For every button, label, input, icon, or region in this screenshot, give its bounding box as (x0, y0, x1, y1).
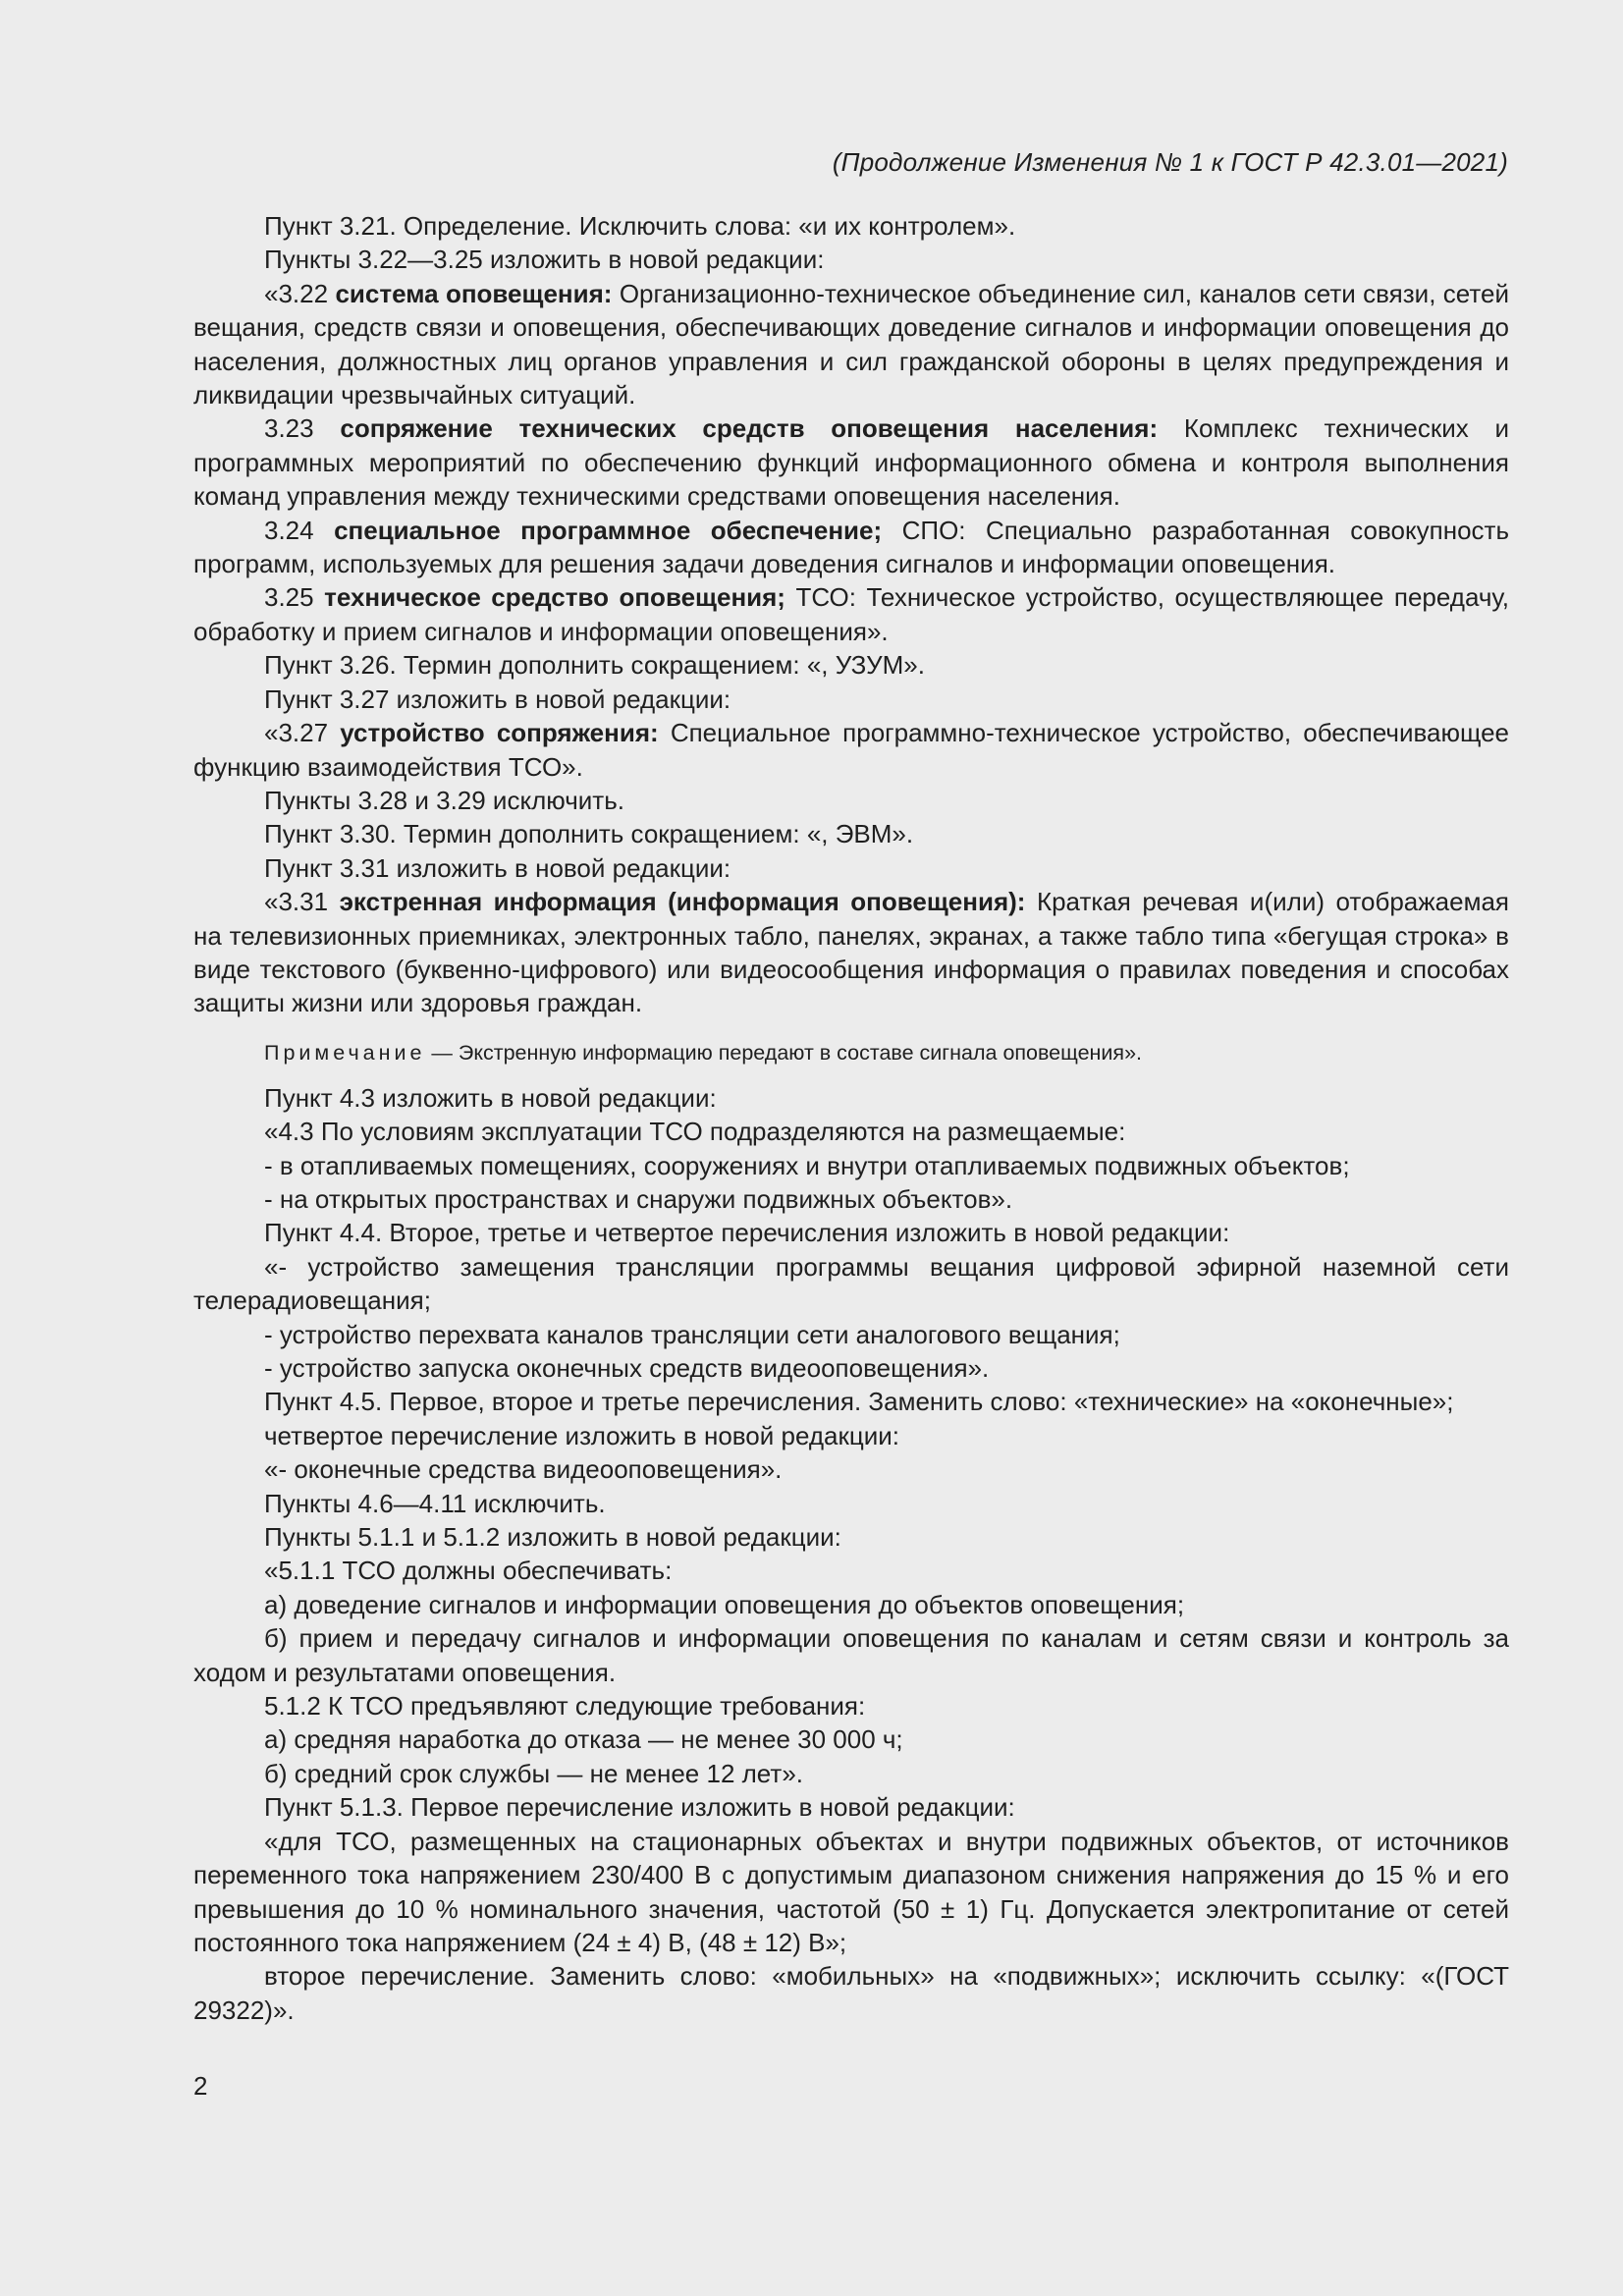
definition-3-27 (193, 716, 1509, 784)
term-number: 3.23 (264, 413, 341, 444)
term-number: 3.25 (264, 582, 325, 613)
definition-3-25 (193, 580, 1509, 648)
document-body (193, 209, 1509, 2027)
term: экстренная информация (информация оповещения): (339, 887, 1026, 917)
definition-text: Организационно-техническое объединение сил, каналов сети связи, сетей вещания, средств связи и оповещения, обеспечивающих доведение сигналов и информации оповещения до населения, должностных лиц органов управления и сил гражданской обороны в целях предупреждения и ликвидации чрезвычайных ситуаций. (193, 278, 1509, 410)
definition-3-31 (193, 885, 1509, 1020)
paragraph: четвертое перечисление изложить в новой редакции: (264, 1420, 900, 1450)
list-item: «- устройство замещения трансляции программы вещания цифровой эфирной наземной сети телерадиовещания; (193, 1251, 1509, 1316)
paragraph: Пункты 4.6—4.11 исключить. (264, 1488, 606, 1518)
paragraph: «5.1.1 ТСО должны обеспечивать: (264, 1556, 673, 1586)
paragraph: Пункт 3.30. Термин дополнить сокращением: «, ЭВМ». (264, 819, 914, 849)
term-number: «3.22 (264, 278, 336, 308)
paragraph: Пункт 4.3 изложить в новой редакции: (264, 1082, 717, 1113)
term-number: «3.31 (264, 887, 340, 917)
definition-text: Комплекс технических и программных мероприятий по обеспечению функций информационного обмена и контроля выполнения команд управления между техническими средствами оповещения населения. (193, 413, 1510, 512)
definition-3-23 (193, 411, 1509, 513)
paragraph: Пункты 3.28 и 3.29 исключить. (264, 785, 624, 815)
paragraph: Пункт 3.31 изложить в новой редакции: (264, 852, 731, 883)
paragraph: Пункт 5.1.3. Первое перечисление изложить в новой редакции: (264, 1792, 1015, 1823)
running-header: (Продолжение Изменения № 1 к ГОСТ Р 42.3.01—2021) (832, 147, 1508, 177)
term-number: 3.24 (264, 515, 335, 545)
paragraph: Пункт 3.26. Термин дополнить сокращением: «, УЗУМ». (264, 650, 925, 681)
list-item: «- оконечные средства видеооповещения». (264, 1454, 783, 1485)
list-item: - устройство запуска оконечных средств видеооповещения». (264, 1353, 990, 1383)
list-item: - устройство перехвата каналов трансляции сети аналогового вещания; (264, 1319, 1120, 1349)
list-item: - на открытых пространствах и снаружи подвижных объектов». (264, 1183, 1013, 1214)
definition-text: Специальное программно-техническое устройство, обеспечивающее функцию взаимодействия ТСО». (193, 718, 1510, 782)
term: специальное программное обеспечение; (334, 515, 883, 545)
term-number: «3.27 (264, 718, 341, 748)
paragraph: Пункт 4.5. Первое, второе и третье перечисления. Заменить слово: «технические» на «оконечные»; (264, 1387, 1454, 1417)
paragraph: Пункт 3.21. Определение. Исключить слова: «и их контролем». (264, 211, 1016, 241)
term: устройство сопряжения: (340, 718, 659, 748)
term: техническое средство оповещения; (324, 582, 785, 613)
list-item: а) средняя наработка до отказа — не менее 30 000 ч; (264, 1724, 903, 1755)
paragraph: Пункты 3.22—3.25 изложить в новой редакции: (264, 245, 825, 275)
term: сопряжение технических средств оповещения населения: (340, 413, 1159, 444)
paragraph: второе перечисление. Заменить слово: «мобильных» на «подвижных»; исключить ссылку: «(ГОСТ 29322)». (193, 1961, 1509, 2025)
definition-text: Краткая речевая и(или) отображаемая на телевизионных приемниках, электронных табло, панелях, экранах, а также табло типа «бегущая строка» в виде текстового (буквенно-цифрового) или видеосообщения информация о правилах поведения и способах защиты жизни или здоровья граждан. (193, 887, 1509, 1018)
paragraph: Пункт 3.27 изложить в новой редакции: (264, 683, 731, 714)
term: система оповещения: (335, 278, 613, 308)
list-item: - в отапливаемых помещениях, сооружениях и внутри отапливаемых подвижных объектов; (264, 1150, 1350, 1180)
definition-text: СПО: Специально разработанная совокупность программ, используемых для решения задачи доведения сигналов и информации оповещения. (193, 515, 1509, 579)
paragraph: «для ТСО, размещенных на стационарных объектах и внутри подвижных объектов, от источников переменного тока напряжением 230/400 В с допустимым диапазоном снижения напряжения до 15 % и его превышения до 10 % номинального значения, частотой (50 ± 1) Гц. Допускается электропитание от сетей постоянного тока напряжением (24 ± 4) В, (48 ± 12) В»; (193, 1826, 1509, 1957)
definition-text: ТСО: Техническое устройство, осуществляющее передачу, обработку и прием сигналов и информации оповещения». (193, 582, 1510, 646)
list-item: б) средний срок службы — не менее 12 лет». (264, 1758, 803, 1788)
definition-3-22 (193, 277, 1509, 412)
list-item: б) прием и передачу сигналов и информации оповещения по каналам и сетям связи и контроль за ходом и результатами оповещения. (193, 1623, 1509, 1687)
paragraph: Пункт 4.4. Второе, третье и четвертое перечисления изложить в новой редакции: (264, 1218, 1230, 1248)
list-item: а) доведение сигналов и информации оповещения до объектов оповещения; (264, 1589, 1185, 1619)
note-text: — Экстренную информацию передают в составе сигнала оповещения». (425, 1040, 1143, 1065)
note-label: Примечание (264, 1040, 426, 1065)
page-number: 2 (193, 2071, 208, 2101)
paragraph: Пункты 5.1.1 и 5.1.2 изложить в новой редакции: (264, 1522, 841, 1553)
note (193, 1038, 1509, 1067)
paragraph: 5.1.2 К ТСО предъявляют следующие требования: (264, 1691, 866, 1722)
paragraph: «4.3 По условиям эксплуатации ТСО подразделяются на размещаемые: (264, 1117, 1126, 1147)
definition-3-24 (193, 514, 1509, 581)
